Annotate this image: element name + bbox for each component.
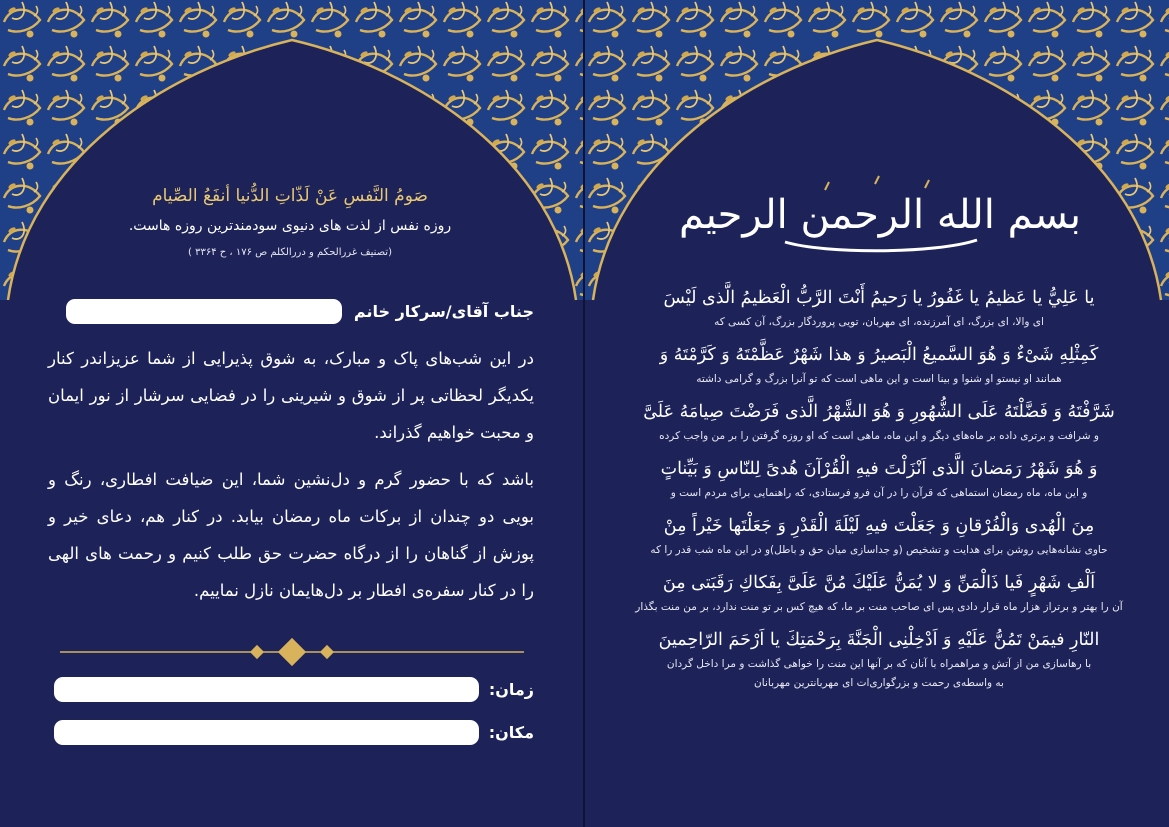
guest-name-field[interactable]: [66, 299, 342, 324]
hadith-arabic: صَومُ النَّفسِ عَنْ لَذّاتِ الدُّنيا أنفَعُ الصِّيام: [152, 186, 428, 206]
time-label: زمان:: [488, 680, 534, 699]
dua-translation: حاوی نشانه‌هایی روشن برای هدایت و تشخیص (و جداسازی میان حق و باطل)و در این ماه شب قدر را که: [650, 544, 1108, 556]
dua-translation: آن را بهتر و برتراز هزار ماه قرار دادی پس ای صاحب منت بر ما، که هیچ کس بر تو منت ندارد، بر من منت بگذار: [635, 601, 1123, 613]
dua-arabic: مِنَ الْهُدى وَالْفُرْقانِ وَ جَعَلْتَ فيهِ لَيْلَةَ الْقَدْرِ وَ جَعَلْتَها خَيْراً مِنْ: [663, 516, 1095, 536]
dua-arabic: كَمِثْلِهِ شَىْءٌ وَ هُوَ السَّميعُ الْبَصيرُ وَ هذا شَهْرٌ عَظَّمْتَهُ وَ كَرَّمْتَهُ وَ: [659, 345, 1099, 365]
hadith-source: (تصنیف غررالحکم و دررالکلم ص ۱۷۶ ، ح ۳۳۶۴ ): [188, 247, 392, 258]
dua-line-6: [605, 567, 1153, 615]
ramadan-supplication: [605, 282, 1153, 700]
basmala-text: بسم الله الرحمن الرحیم: [678, 192, 1082, 238]
dua-translation: با رهاسازی من از آتش و مراهمراه با آنان که بر آنها این منت را خواهی گذاشت و مرا داخل گردان: [666, 658, 1092, 670]
time-row: [54, 677, 534, 702]
place-label: مکان:: [488, 723, 534, 742]
dua-line-5: [605, 510, 1153, 558]
right-panel: [585, 0, 1169, 827]
dua-line-4: [605, 453, 1153, 501]
dua-arabic: يا عَلِيُّ يا عَظيمُ يا غَفُورُ يا رَحيمُ أَنْتَ الرَّبُّ الْعَظيمُ الَّذى لَيْسَ: [663, 288, 1095, 308]
guest-name-row: [54, 299, 534, 324]
dua-arabic: شَرَّفْتَهُ وَ فَضَّلْتَهُ عَلَى الشُّهُورِ وَ هُوَ الشَّهْرُ الَّذى فَرَضْتَ صِيامَهُ عَلَىَّ: [643, 402, 1115, 422]
hadith-persian: روزه نفس از لذت های دنیوی سودمندترین روزه هاست.: [128, 218, 452, 234]
invitation-paragraph-1: در این شب‌های پاک و مبارک، به شوق پذیرایی از شما عزیزاندر کنار یکدیگر لحظاتی پر از شوق و شیرینی را در فضایی سرشار از نور ایمان و محبت خواهیم گذراند.: [48, 349, 534, 442]
dua-line-1: [605, 282, 1153, 330]
guest-name-label: جناب آقای/سرکار خانم: [353, 302, 534, 321]
dua-translation: ای والا، ای بزرگ، ای آمرزنده، ای مهربان، تویی پروردگار بزرگ، آن کسی که: [714, 316, 1044, 328]
dua-line-7: [605, 624, 1153, 672]
dua-arabic: وَ هُوَ شَهْرُ رَمَضانَ الَّذى اَنْزَلْتَ فيهِ الْقُرْآنَ هُدىً لِلنّاسِ وَ بَيِّناتٍ: [660, 459, 1098, 479]
dua-arabic: النّارِ فيمَنْ تَمُنُّ عَلَيْهِ وَ اَدْخِلْنِى الْجَنَّةَ بِرَحْمَتِكَ يا اَرْحَمَ الرّاحِمينَ: [658, 630, 1100, 650]
dua-translation: همانند او نیستو او شنوا و بینا است و این ماهی است که تو آنرا بزرگ و گرامی داشته: [696, 373, 1062, 385]
time-field[interactable]: [54, 677, 479, 702]
basmala-calligraphy: [678, 170, 1082, 260]
dua-closing: به واسطه‌ی رحمت و بزرگواری‌ات ای مهربانترین مهربانان: [754, 677, 1004, 689]
dua-translation: و شرافت و برتری داده بر ماه‌های دیگر و این ماه، ماهی است که او روزه گرفتن را بر من واجب کرده: [659, 430, 1099, 442]
dua-translation: و این ماه، ماه رمضان استماهی که قرآن را در آن فرو فرستادی، که راهنمایی برای مردم است و: [670, 487, 1088, 499]
dua-line-2: [605, 339, 1153, 387]
dua-arabic: اَلْفِ شَهْرٍ فَيا ذَالْمَنِّ وَ لا يُمَنُّ عَلَيْكَ مُنَّ عَلَىَّ بِفَكاكِ رَقَبَتى مِنَ: [662, 573, 1096, 593]
invitation-paragraph-2: باشد که با حضور گرم و دل‌نشین شما، این ضیافت افطاری، رنگ و بویی دو چندان از برکات ماه رمضان بیابد. در کنار هم، دعای خیر و پوزش از گناهان را از درگاه حضرت حق طلب کنیم و رحمت های الهی را در کنار سفره‌ی افطار بر دل‌هایمان نازل نماییم.: [48, 470, 534, 600]
place-row: [54, 720, 534, 745]
invitation-text: [48, 340, 534, 619]
dua-line-3: [605, 396, 1153, 444]
left-panel: [0, 0, 584, 827]
gold-divider-ornament: [60, 641, 524, 663]
place-field[interactable]: [54, 720, 479, 745]
